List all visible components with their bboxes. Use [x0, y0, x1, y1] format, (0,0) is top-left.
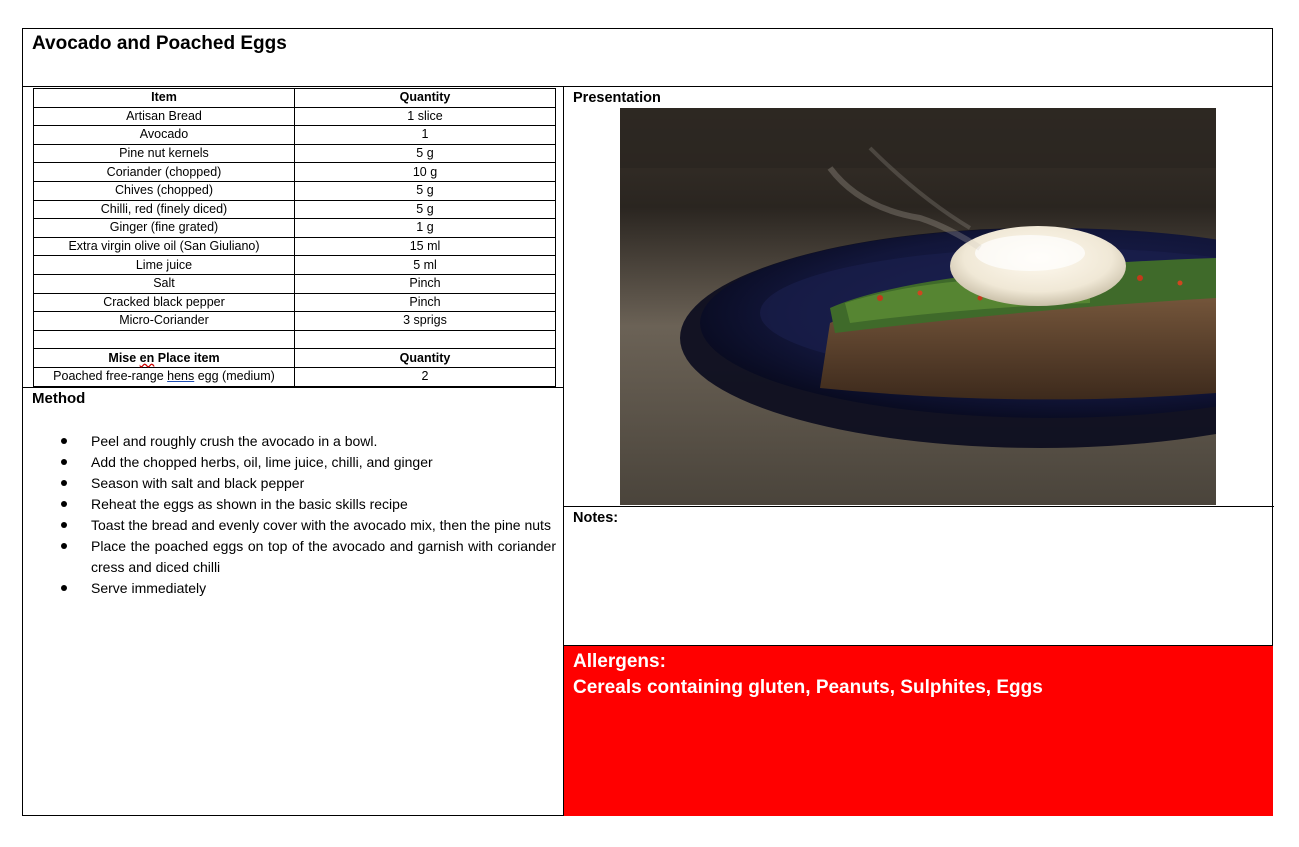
allergens-list: Cereals containing gluten, Peanuts, Sulphites, Eggs	[573, 677, 1043, 698]
bullet-icon	[61, 480, 67, 486]
ingredient-item: Lime juice	[34, 256, 295, 275]
method-title: Method	[32, 390, 86, 407]
bullet-icon	[61, 501, 67, 507]
step-text: Reheat the eggs as shown in the basic skills recipe	[91, 496, 408, 512]
ingredient-item: Coriander (chopped)	[34, 163, 295, 182]
step-text: Serve immediately	[91, 579, 207, 596]
table-row	[34, 256, 556, 275]
ingredient-item	[34, 330, 295, 349]
bullet-icon	[61, 522, 67, 528]
allergen-box	[564, 645, 1273, 816]
table-row	[34, 237, 556, 256]
poached-egg-toast-image	[620, 108, 1216, 505]
title-row	[23, 29, 1272, 87]
ingredient-quantity: 15 ml	[295, 237, 556, 256]
ingredient-quantity: 1 g	[295, 219, 556, 238]
list-item	[61, 473, 556, 494]
mise-header-row	[34, 349, 556, 368]
mise-header-text-c: Place item	[154, 350, 220, 365]
mise-quantity: 2	[295, 367, 556, 386]
ingredient-quantity: 5 ml	[295, 256, 556, 275]
presentation-title: Presentation	[573, 90, 661, 106]
list-item	[61, 431, 556, 452]
mise-item-text-c: egg (medium)	[194, 369, 275, 384]
ingredient-quantity: 3 sprigs	[295, 312, 556, 331]
step-text: Peel and roughly crush the avocado in a bowl.	[91, 433, 378, 449]
ingredient-item: Micro-Coriander	[34, 312, 295, 331]
ingredient-item: Chilli, red (finely diced)	[34, 200, 295, 219]
header-quantity: Quantity	[295, 89, 556, 108]
ingredient-item: Artisan Bread	[34, 107, 295, 126]
recipe-card	[22, 28, 1273, 816]
table-row	[34, 367, 556, 386]
table-row	[34, 163, 556, 182]
spelling-flag-en: en	[139, 350, 155, 365]
ingredient-item: Ginger (fine grated)	[34, 219, 295, 238]
ingredient-quantity: 5 g	[295, 144, 556, 163]
method-divider	[23, 387, 564, 388]
mise-header-item	[34, 349, 295, 368]
step-text: Toast the bread and evenly cover with the avocado mix, then the pine nuts	[91, 517, 551, 533]
ingredient-quantity: 5 g	[295, 181, 556, 200]
ingredient-quantity: Pinch	[295, 293, 556, 312]
table-row	[34, 293, 556, 312]
ingredient-item: Salt	[34, 274, 295, 293]
bullet-icon	[61, 543, 67, 549]
bullet-icon	[61, 459, 67, 465]
mise-header-text-a: Mise	[108, 350, 140, 365]
recipe-title: Avocado and Poached Eggs	[32, 33, 287, 54]
mise-item-text-a: Poached free-range	[53, 369, 168, 384]
list-item	[61, 536, 556, 577]
list-item	[61, 515, 556, 536]
step-text: Season with salt and black pepper	[91, 475, 305, 491]
list-item	[61, 452, 556, 473]
ingredients-table	[33, 88, 556, 387]
table-row	[34, 312, 556, 331]
notes-divider	[564, 506, 1274, 507]
ingredient-item: Cracked black pepper	[34, 293, 295, 312]
ingredient-quantity: 5 g	[295, 200, 556, 219]
ingredient-item: Extra virgin olive oil (San Giuliano)	[34, 237, 295, 256]
ingredient-item: Pine nut kernels	[34, 144, 295, 163]
mise-item	[34, 367, 295, 386]
ingredient-quantity: Pinch	[295, 274, 556, 293]
table-row	[34, 219, 556, 238]
ingredient-item: Avocado	[34, 126, 295, 145]
method-steps	[61, 431, 556, 599]
ingredient-quantity: 10 g	[295, 163, 556, 182]
notes-title: Notes:	[573, 510, 619, 526]
table-row	[34, 126, 556, 145]
step-text: Place the poached eggs on top of the avocado and garnish with coriander cress and diced chilli	[91, 538, 556, 575]
list-item	[61, 494, 556, 515]
ingredient-quantity	[295, 330, 556, 349]
ingredient-quantity: 1	[295, 126, 556, 145]
table-row	[34, 200, 556, 219]
bullet-icon	[61, 438, 67, 444]
table-row	[34, 144, 556, 163]
bullet-icon	[61, 585, 67, 591]
dish-photo	[620, 108, 1216, 505]
grammar-flag-hens: hens	[167, 369, 195, 384]
mise-header-quantity: Quantity	[295, 349, 556, 368]
ingredient-item: Chives (chopped)	[34, 181, 295, 200]
table-row-empty	[34, 330, 556, 349]
list-item	[61, 578, 556, 599]
ingredients-header-row	[34, 89, 556, 108]
table-row	[34, 107, 556, 126]
table-row	[34, 181, 556, 200]
step-text: Add the chopped herbs, oil, lime juice, chilli, and ginger	[91, 454, 433, 470]
header-item: Item	[34, 89, 295, 108]
allergens-title: Allergens:	[573, 651, 666, 672]
ingredient-quantity: 1 slice	[295, 107, 556, 126]
table-row	[34, 274, 556, 293]
